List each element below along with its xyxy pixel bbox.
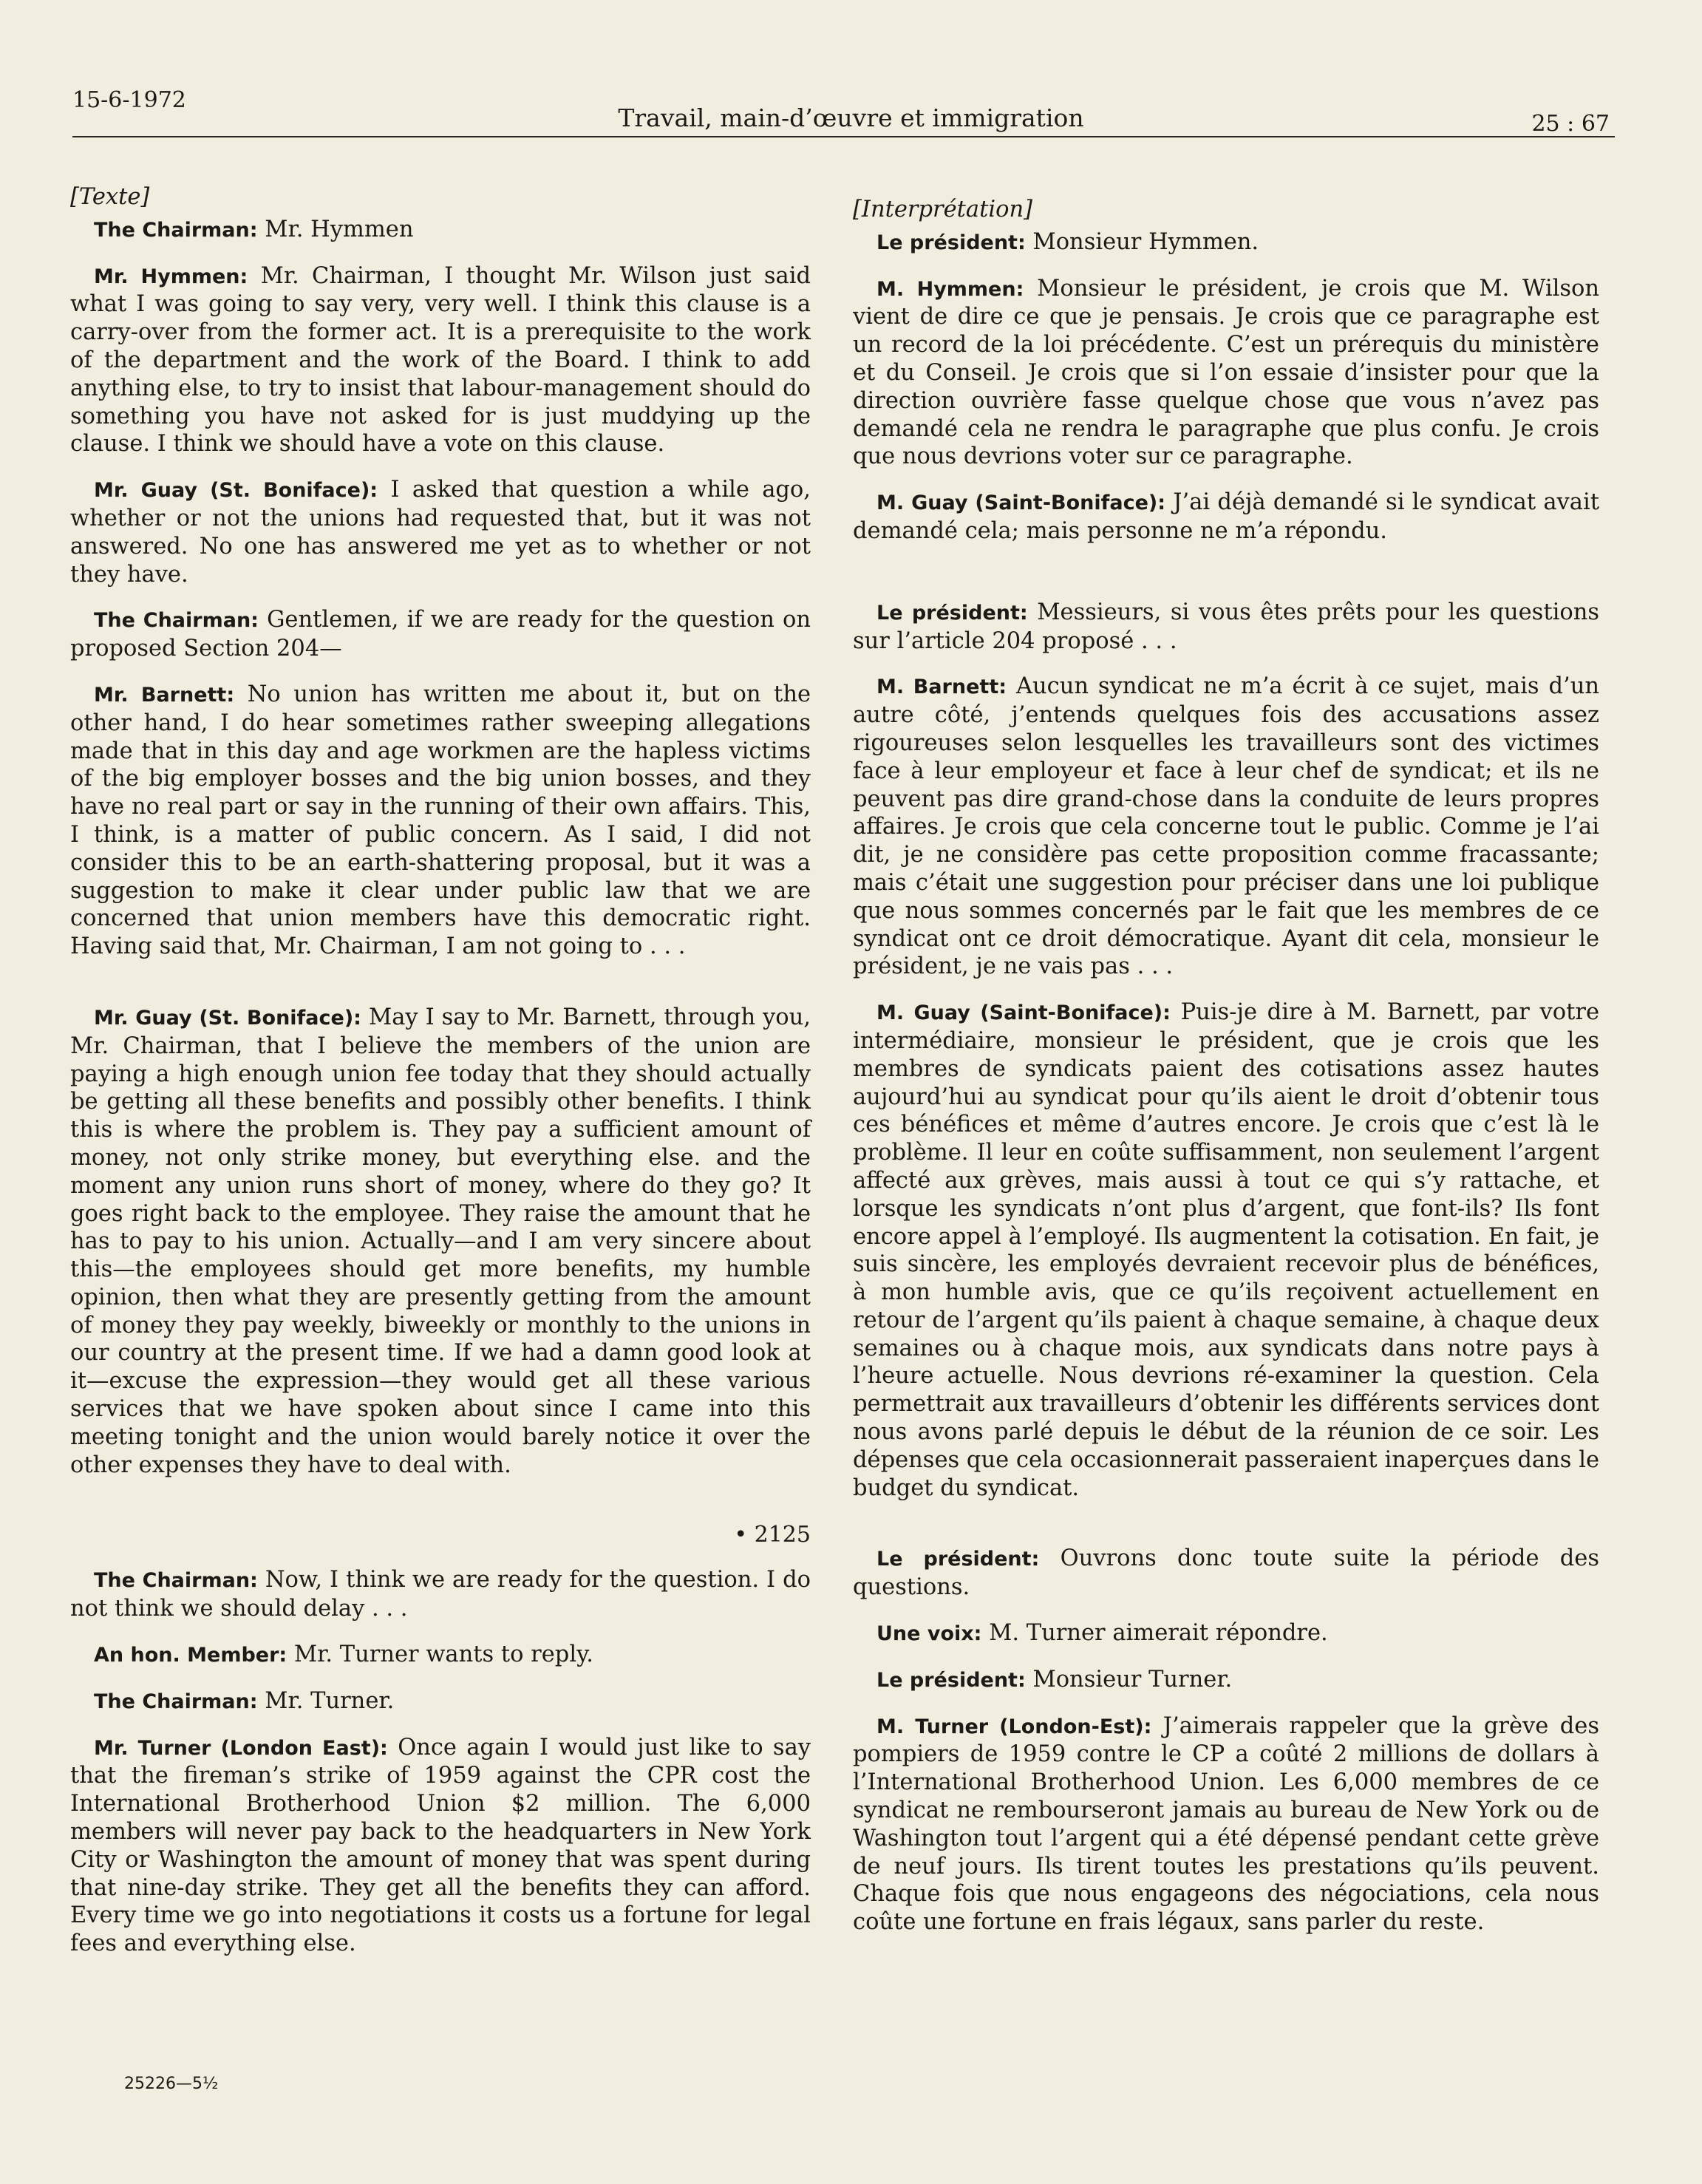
header-page-number: 25 : 67 (1531, 111, 1610, 137)
speech-text: J’aimerais rappeler que la grève des pompiers de 1959 contre le CP a coûté 2 millions de dollars à l’International Brotherhood Union. Les 6,000 membres de ce syndicat ne rembourseront jamais au bureau de New York ou de Washington tout l’argent qui a été dépensé pendant cette grève de neuf jours. Ils tirent toutes les prestations qu’ils peuvent. Chaque fois que nous engageons des négociations, cela nous coûte une fortune en frais légaux, sans parler du reste. (853, 1712, 1599, 1936)
speaker-name: Mr. Guay (St. Boniface): (94, 1006, 361, 1030)
paragraph (853, 599, 1599, 656)
speaker-name: Le président: (876, 1548, 1040, 1571)
spacer (70, 1497, 811, 1522)
paragraph (853, 489, 1599, 545)
speech-text: Gentlemen, if we are ready for the question on proposed Section 204— (70, 607, 811, 662)
speech-text: Once again I would just like to say that the fireman’s strike of 1959 against the CPR cost the International Brotherhood Union $2 million. The 6,000 members will never pay back to the headquarters in New York City or Washington the amount of money that was spent during that nine-day strike. They get all the benefits they can afford. Every time we go into negotiations it costs us a fortune for legal fees and everything else. (70, 1734, 811, 1957)
speech-text: May I say to Mr. Barnett, through you, Mr. Chairman, that I believe the members of the union are paying a high enough union fee today that they should actually be getting all these benefits and possibly other benefits. I think this is where the problem is. They pay a sufficient amount of money, not only strike money, but everything else. and the moment any union runs short of money, where do they go? It goes right back to the employee. They raise the amount that he has to pay to his union. Actually—and I am very sincere about this—the employees should get more benefits, my humble opinion, then what they are presently getting from the amount of money they pay weekly, biweekly or monthly to the unions in our country at the present time. If we had a damn good look at it—excuse the expression—they would get all these various services that we have spoken about since I came into this meeting tonight and the union would barely notice it over the other expenses they have to deal with. (70, 1004, 811, 1478)
print-code: 25226—5½ (124, 2075, 219, 2093)
speaker-name: M. Turner (London-Est): (876, 1715, 1152, 1738)
spacer (853, 563, 1599, 599)
speech-text: Mr. Turner wants to reply. (287, 1642, 593, 1668)
speaker-name: An hon. Member: (94, 1644, 287, 1667)
paragraph (70, 1687, 811, 1716)
speaker-name: The Chairman: (94, 1690, 258, 1713)
speech-text: Monsieur le président, je crois que M. Wilson vient de dire ce que je pensais. Je crois que ce paragraphe est un record de la loi précédente. C’est un prérequis du ministère et du Conseil. Je crois que si l’on essaie d’insister pour que la direction ouvrière fasse quelque chose que vous n’avez pas demandé cela ne rendra le paragraphe que plus confu. Je crois que nous devrions voter sur ce paragraphe. (853, 275, 1599, 470)
time-marker: • 2125 (734, 1522, 811, 1548)
speech-text: Messieurs, si vous êtes prêts pour les questions sur l’article 204 proposé . . . (853, 599, 1599, 654)
speaker-name: Mr. Turner (London East): (94, 1736, 388, 1760)
speaker-name: Mr. Guay (St. Boniface): (94, 479, 378, 503)
paragraph (70, 606, 811, 663)
speech-text: Mr. Turner. (257, 1687, 395, 1714)
speaker-name: The Chairman: (94, 609, 259, 633)
speech-text: Now, I think we are ready for the question. I do not think we should delay . . . (70, 1567, 811, 1622)
spacer (70, 979, 811, 1004)
speech-text: J’ai déjà demandé si le syndicat avait demandé cela; mais personne ne m’a répondu. (853, 489, 1599, 544)
paragraph (853, 1545, 1599, 1602)
speech-text: Monsieur Hymmen. (1025, 228, 1259, 255)
speaker-name: M. Guay (Saint-Boniface): (876, 1001, 1171, 1025)
speech-text: Monsieur Turner. (1025, 1666, 1233, 1693)
speech-text: Mr. Hymmen (257, 216, 414, 242)
paragraph (853, 1666, 1599, 1695)
paragraph (853, 1619, 1599, 1648)
paragraph (70, 1004, 811, 1480)
speaker-name: M. Hymmen: (876, 277, 1024, 301)
paragraph (853, 275, 1599, 472)
speech-text: No union has written me about it, but on the other hand, I do hear sometimes rather sweeping allegations made that in this day and age workmen are the hapless victims of the big employer bosses and the big union bosses, and they have no real part or say in the running of their own affairs. This, I think, is a matter of public concern. As I said, I did not consider this to be an earth-shattering proposal, but it was a suggestion to make it clear under public law that we are concerned that union members have this democratic right. Having said that, Mr. Chairman, I am not going to . . . (70, 681, 811, 960)
speech-text: Mr. Chairman, I thought Mr. Wilson just said what I was going to say very, very well. I think this clause is a carry-over from the former act. It is a prerequisite to the work of the department and the work of the Board. I think to add anything else, to try to insist that labour-management should do something you have not asked for is just muddying up the clause. I think we should have a vote on this clause. (70, 262, 811, 457)
section-tag-interpretation: [Interprétation] (853, 197, 1032, 222)
spacer (853, 1520, 1599, 1545)
paragraph (853, 1712, 1599, 1936)
speaker-name: M. Barnett: (876, 676, 1007, 699)
paragraph (70, 681, 811, 961)
speech-text: Ouvrons donc toute suite la période des questions. (853, 1545, 1600, 1601)
header-rule (72, 136, 1615, 137)
speaker-name: Une voix: (876, 1622, 982, 1646)
header-title: Travail, main-d’œuvre et immigration (618, 103, 1084, 132)
paragraph (70, 476, 811, 588)
paragraph (70, 1641, 811, 1670)
speaker-name: Mr. Hymmen: (94, 265, 248, 288)
speech-text: M. Turner aimerait répondre. (981, 1620, 1328, 1647)
paragraph (70, 262, 811, 459)
paragraph (70, 1734, 811, 1958)
paragraph (853, 999, 1599, 1502)
left-column (70, 183, 811, 1976)
speaker-name: Le président: (876, 601, 1028, 625)
speech-text: Puis-je dire à M. Barnett, par votre intermédiaire, monsieur le président, que je crois que les membres de syndicats paient des cotisations assez hautes aujourd’hui au syndicat pour qu’ils aient le droit d’obtenir tous ces bénéfices et même d’autres encore. Je crois que c’est là le problème. Il leur en coûte suffisamment, non seulement l’argent affecté aux grèves, mais aussi à tout ce qui s’y rattache, et lorsque les syndicats n’ont plus d’argent, que font-ils? Ils font encore appel à l’employé. Ils augmentent la cotisation. En fait, je suis sincère, les employés devraient recevoir plus de bénéfices, à mon humble avis, que ce qu’ils reçoivent actuellement en retour de l’argent qu’ils paient à chaque semaine, à chaque deux semaines ou à chaque mois, aux syndicats dans notre pays à l’heure actuelle. Nous devrions ré-examiner la question. Cela permettrait aux travailleurs d’obtenir les différents services dont nous avons parlé depuis le début de la réunion de ce soir. Les dépenses que cela occasionnerait passeraient inaperçues dans le budget du syndicat. (853, 999, 1599, 1501)
speaker-name: The Chairman: (94, 218, 258, 242)
paragraph (70, 1566, 811, 1623)
header-date: 15-6-1972 (72, 87, 186, 113)
speaker-name: Le président: (876, 231, 1026, 254)
speaker-name: The Chairman: (94, 1569, 258, 1593)
paragraph (853, 228, 1599, 257)
paragraph (853, 673, 1599, 981)
speech-text: Aucun syndicat ne m’a écrit à ce sujet, mais d’un autre côté, j’entends quelques fois des accusations assez rigoureuses selon lesquelles les travailleurs sont des victimes face à leur employeur et face à leur chef de syndicat; et ils ne peuvent pas dire grand-chose dans la conduite de leurs propres affaires. Je crois que cela concerne tout le public. Comme je l’ai dit, je ne considère pas cette proposition comme fracassante; mais c’était une suggestion pour préciser dans une loi publique que nous sommes concernés par le fait que les membres de ce syndicat ont ce droit démocratique. Ayant dit cela, monsieur le président, je ne vais pas . . . (853, 673, 1599, 980)
paragraph (70, 216, 811, 245)
right-column (853, 196, 1599, 1954)
speaker-name: M. Guay (Saint-Boniface): (876, 491, 1166, 515)
speech-text: I asked that question a while ago, whether or not the unions had requested that, but it was not answered. No one has answered me yet as to whether or not they have. (70, 477, 811, 588)
speaker-name: Le président: (876, 1668, 1026, 1692)
section-tag-text: [Texte] (70, 184, 150, 210)
speaker-name: Mr. Barnett: (94, 683, 235, 707)
